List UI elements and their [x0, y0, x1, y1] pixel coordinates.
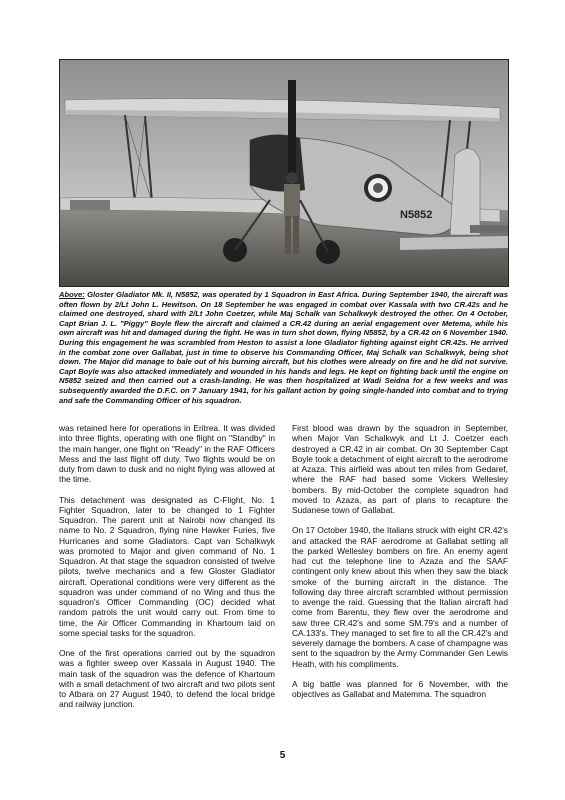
caption-text: Gloster Gladiator Mk. II, N5852, was operated by 1 Squadron in East Africa. During September 1940, the aircraft was often flown by 2/Lt John L. Hewitson. On 18 September he was engaged in combat over Kassala with two CR.42s and he claimed one destroyed, shard with 2/Lt John Coetzer, while Maj Schalk van Schalkwyk destroyed the other. On 4 October, Capt Brian J. L. "Piggy" Boyle flew the aircraft and claimed a CR.42 during an aerial engagement over Metema, while his own aircraft was hit and damaged during the fight. He was in turn shot down, flying N5852, by a CR.42 on 6 November 1940. During this engagement he was scrambled from Heston to assist a lone Gladiator fighting against eight CR.42s. He arrived in the combat zone over Gallabat, just in time to observe his Commanding Officer, Maj Schalk van Schalkwyk, being shot down. The Major did manage to bale out of his burning aircraft, but his clothes were already on fire and he did not survive. Capt Boyle was also attacked immediately and wounded in his hands and legs. He kept on fighting back until the engine on N5852 seized and then carried out a crash-landing. He was then hospitalized at Wadi Seidna for a few weeks and was subsequently awarded the D.F.C. on 7 January 1941, for his gallant action by going single-handed into combat and to trying and safe the Commanding Officer of his squadron. [59, 290, 508, 405]
paragraph: On 17 October 1940, the Italians struck with eight CR.42's and attacked the RAF aerodrome at Gallabat setting all the parked Wellesley bombers on fire. An enemy agent had cut the telephone line to Azaza and the SAAF contingent only knew about this when they saw the black smoke of the burning aircraft in the distance. The following day three aircraft scrambled without permission to avenge the raid. Guessing that the Italian aircraft had come from Barentu, they flew over the aerodrome and saw three CR.42's and some SM.79's and a number of CA.133's. They managed to set fire to all the CR.42's and severely damage the bombers. A case of champagne was sent to the squadron by the Army Commander Gen Lewis Heath, with his compliments. [292, 525, 508, 669]
left-column [59, 423, 275, 720]
photo-caption [59, 290, 508, 405]
article-columns [59, 423, 508, 720]
serial-marking: N5852 [400, 209, 433, 221]
paragraph: One of the first operations carried out by the squadron was a fighter sweep over Kassala in August 1940. The main task of the squadron was the defence of Khartoum with a small detachment of two aircraft and two pilots sent to Atbara on 27 August 1940, to defend the local bridge and railway junction. [59, 648, 275, 710]
page-number: 5 [279, 750, 286, 761]
right-column [292, 423, 508, 720]
paragraph: was retained here for operations in Eritrea. It was divided into three flights, operating with one flight on "Standby" in the main hanger, one flight on "Ready" in the RAF Officers Mess and the last flight off duty. Two flights would be on duty from dawn to dusk and no night flying was allowed at the time. [59, 423, 275, 485]
gladiator-photo [59, 59, 509, 287]
paragraph: This detachment was designated as C-Flight, No. 1 Fighter Squadron, later to be changed to 1 Fighter Squadron. The parent unit at Nairobi now changed its name to No. 2 Squadron, flying nine Hawker Furies, five Hurricanes and some Gladiators. Capt van Schalkwyk was promoted to Major and given command of No. 1 Squadron. At that stage the squadron consisted of twelve pilots, twelve mechanics and a few Gloster Gladiator aircraft. Operational conditions were very different as the squadron was under command of no Wing and thus the squadron's Officer Commanding (OC) decided what random patrols the unit would carry out. From time to time, the Air Officer Commanding in Khartoum laid on some special tasks for the squadron. [59, 494, 275, 638]
paragraph: First blood was drawn by the squadron in September, when Major Van Schalkwyk and Lt J. Coetzer each destroyed a CR.42 in air combat. On 30 September Capt Boyle took a detachment of eight aircraft to the aerodrome at Azaza. This airfield was about ten miles from Gedaref, where the RAF had based some Vickers Wellesley bombers. By mid-October the complete squadron had moved to Azaza, as part of plans to recapture the Sudanese town of Gallabat. [292, 423, 509, 515]
paragraph: A big battle was planned for 6 November, with the objectives as Gallabat and Matemma. The squadron [292, 678, 508, 699]
caption-lead: Above: [59, 290, 85, 299]
biplane-photo-icon [60, 60, 508, 286]
